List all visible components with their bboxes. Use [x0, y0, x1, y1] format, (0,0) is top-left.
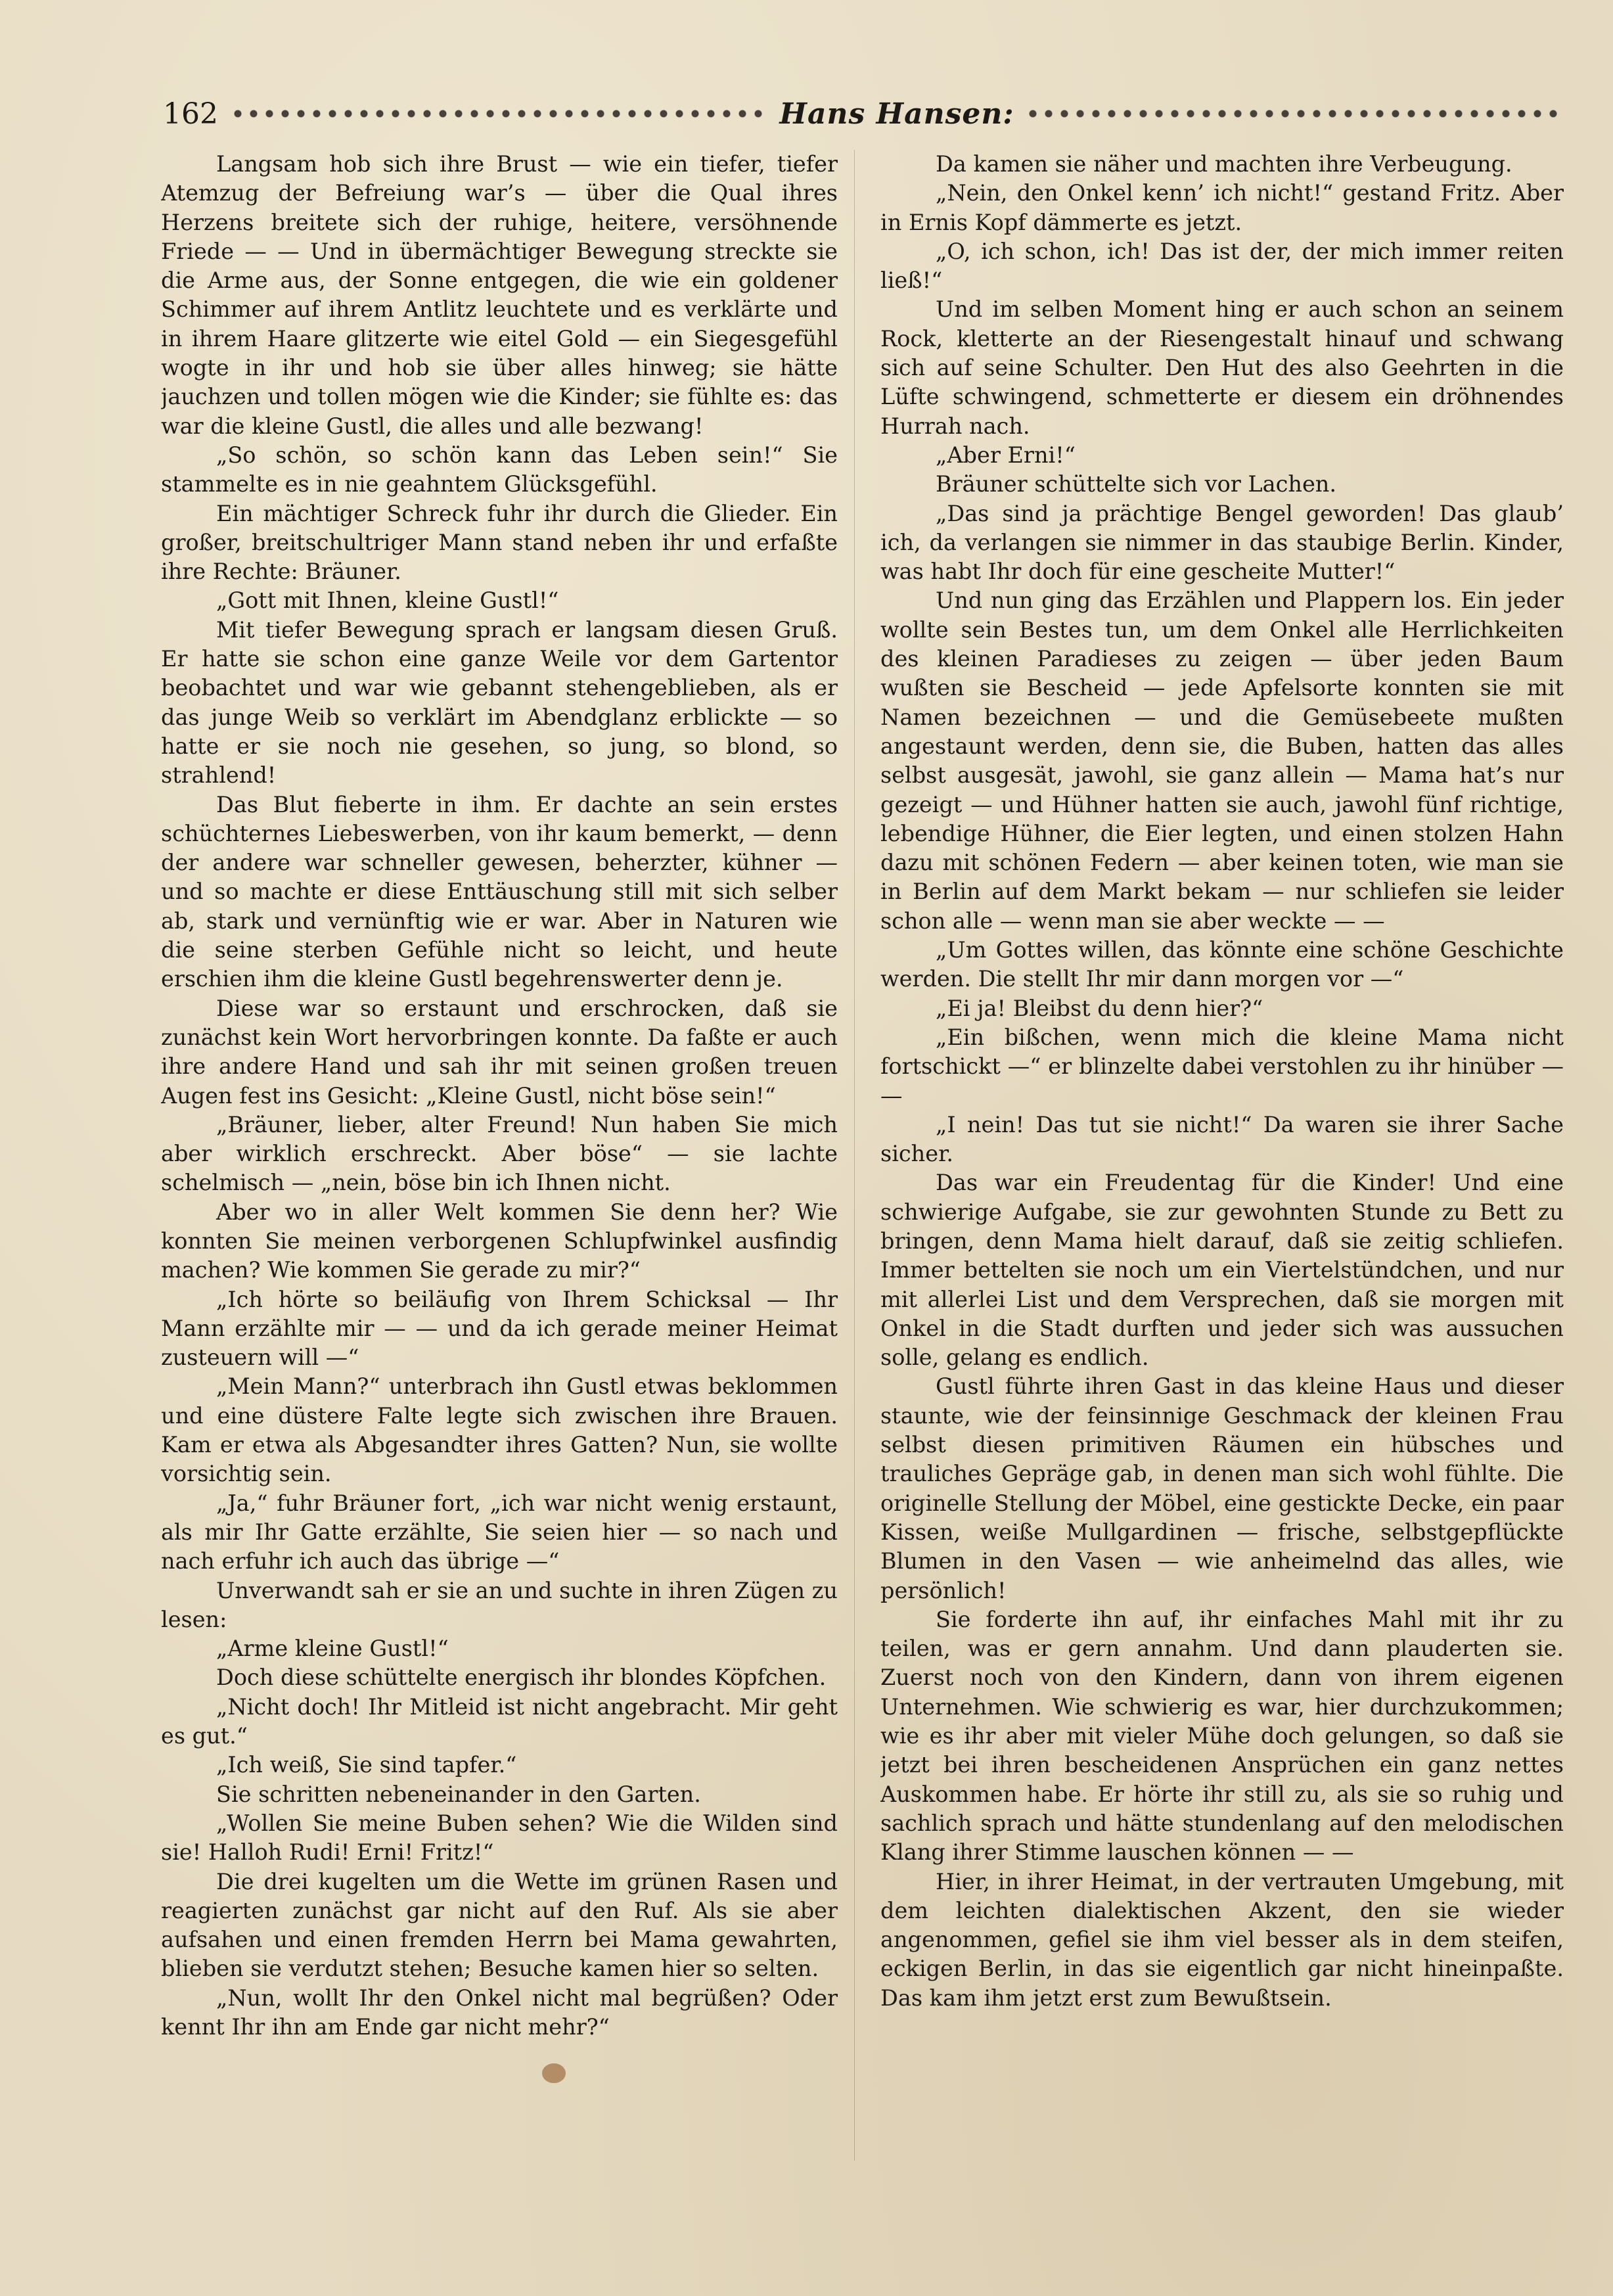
paragraph: Sie forderte ihn auf, ihr einfaches Mahl mit ihr zu teilen, was er gern annahm. Und dann plauderten sie. Zuerst noch von den Kindern, dann von ihrem eigenen Unternehmen. Wie schwierig es war, hier durchzukommen; wie es ihr aber mit vieler Mühe doch gelungen, so daß sie jetzt bei ihren bescheidenen Ansprüchen ein ganz nettes Auskommen habe. Er hörte ihr still zu, als sie so ruhig und sachlich sprach und hätte stundenlang auf den melodischen Klang ihrer Stimme lauschen können — —	[880, 1606, 1564, 1866]
paragraph: Ein mächtiger Schreck fuhr ihr durch die Glieder. Ein großer, breitschultriger Mann stand neben ihr und erfaßte ihre Rechte: Bräuner.	[161, 500, 838, 585]
paragraph: „So schön, so schön kann das Leben sein!“ Sie stammelte es in nie geahntem Glücksgefühl.	[161, 442, 838, 497]
ornament-rule-right	[1026, 107, 1562, 120]
paragraph: „Nun, wollt Ihr den Onkel nicht mal begrüßen? Oder kennt Ihr ihn am Ende gar nicht mehr?“	[161, 1985, 838, 2040]
running-title: Hans Hansen:	[779, 97, 1014, 131]
left-column	[161, 150, 855, 2161]
paragraph: „O, ich schon, ich! Das ist der, der mich immer reiten ließ!“	[880, 238, 1564, 294]
paragraph: Da kamen sie näher und machten ihre Verbeugung.	[936, 151, 1512, 177]
paragraph: „Um Gottes willen, das könnte eine schöne Geschichte werden. Die stellt Ihr mir dann morgen vor —“	[880, 937, 1564, 992]
paragraph: Sie schritten nebeneinander in den Garten.	[216, 1781, 701, 1807]
paragraph: „Ich weiß, Sie sind tapfer.“	[216, 1752, 517, 1778]
ink-stain	[542, 2063, 566, 2083]
paragraph: „Ein bißchen, wenn mich die kleine Mama nicht fortschickt —“ er blinzelte dabei verstohlen zu ihr hinüber — —	[880, 1024, 1564, 1109]
paragraph: Doch diese schüttelte energisch ihr blondes Köpfchen.	[216, 1665, 827, 1691]
paragraph: Und im selben Moment hing er auch schon an seinem Rock, kletterte an der Riesengestalt hinauf und schwang sich auf seine Schulter. Den Hut des also Geehrten in die Lüfte schwingend, schmetterte er diesem ein dröhnendes Hurrah nach.	[880, 296, 1564, 439]
paragraph: Gustl führte ihren Gast in das kleine Haus und dieser staunte, wie der feinsinnige Geschmack der kleinen Frau selbst diesen primitiven Räumen ein hübsches und trauliches Gepräge gab, in denen man sich wohl fühlte. Die originelle Stellung der Möbel, eine gestickte Decke, ein paar Kissen, weiße Mullgardinen — frische, selbstgepflückte Blumen in den Vasen — wie anheimelnd das alles, wie persönlich!	[880, 1373, 1564, 1603]
paragraph: Hier, in ihrer Heimat, in der vertrauten Umgebung, mit dem leichten dialektischen Akzent, den sie wieder angenommen, gefiel sie ihm viel besser als in dem steifen, eckigen Berlin, in das sie eigentlich gar nicht hineinpaßte. Das kam ihm jetzt erst zum Bewußtsein.	[880, 1868, 1564, 2011]
paragraph: Mit tiefer Bewegung sprach er langsam diesen Gruß. Er hatte sie schon eine ganze Weile vor dem Gartentor beobachtet und war wie gebannt stehengeblieben, als er das junge Weib so verklärt im Abendglanz erblickte — so hatte er sie noch nie gesehen, so jung, so blond, so strahlend!	[161, 616, 838, 789]
paragraph: Das war ein Freudentag für die Kinder! Und eine schwierige Aufgabe, sie zur gewohnten Stunde zu Bett zu bringen, denn Mama hielt darauf, daß sie zeitig schliefen. Immer bettelten sie noch um ein Viertelstündchen, und nur mit allerlei List und dem Versprechen, daß sie morgen mit Onkel in die Stadt durften und jeder sich was aussuchen solle, gelang es endlich.	[880, 1170, 1564, 1371]
paragraph: Das Blut fieberte in ihm. Er dachte an sein erstes schüchternes Liebeswerben, von ihr kaum bemerkt, — denn der andere war schneller gewesen, beherzter, kühner — und so machte er diese Enttäuschung still mit sich selber ab, stark und vernünftig wie er war. Aber in Naturen wie die seine sterben Gefühle nicht so leicht, und heute erschien ihm die kleine Gustl begehrenswerter denn je.	[161, 791, 838, 992]
ornament-rule-left	[231, 107, 767, 120]
paragraph: Die drei kugelten um die Wette im grünen Rasen und reagierten zunächst gar nicht auf den Ruf. Als sie aber aufsahen und einen fremden Herrn bei Mama gewahrten, blieben sie verdutzt stehen; Besuche kamen hier so selten.	[161, 1868, 838, 1982]
paragraph: „Mein Mann?“ unterbrach ihn Gustl etwas beklommen und eine düstere Falte legte sich zwischen ihre Brauen. Kam er etwa als Abgesandter ihres Gatten? Nun, sie wollte vorsichtig sein.	[161, 1373, 838, 1487]
paragraph: „Aber Erni!“	[936, 442, 1076, 468]
paragraph: „Bräuner, lieber, alter Freund! Nun haben Sie mich aber wirklich erschreckt. Aber böse“ — sie lachte schelmisch — „nein, böse bin ich Ihnen nicht.	[161, 1111, 838, 1196]
paragraph: „Arme kleine Gustl!“	[216, 1636, 449, 1662]
right-column	[880, 150, 1564, 2161]
paragraph: Langsam hob sich ihre Brust — wie ein tiefer, tiefer Atemzug der Befreiung war’s — über die Qual ihres Herzens breitete sich der ruhige, heitere, versöhnende Friede — — Und in übermächtiger Bewegung streckte sie die Arme aus, der Sonne entgegen, die wie ein goldener Schimmer auf ihrem Antlitz leuchtete und es verklärte und in ihrem Haare glitzerte wie eitel Gold — ein Siegesgefühl wogte in ihr und hob sie über alles hinweg; sie hätte jauchzen und tollen mögen wie die Kinder; sie fühlte es: das war die kleine Gustl, die alles und alle bezwang!	[161, 151, 838, 439]
paragraph: „Ich hörte so beiläufig von Ihrem Schicksal — Ihr Mann erzählte mir — — und da ich gerade meiner Heimat zusteuern will —“	[161, 1286, 838, 1371]
paragraph: „Das sind ja prächtige Bengel geworden! Das glaub’ ich, da verlangen sie nimmer in das staubige Berlin. Kinder, was habt Ihr doch für eine gescheite Mutter!“	[880, 500, 1564, 585]
paragraph: „Nicht doch! Ihr Mitleid ist nicht angebracht. Mir geht es gut.“	[161, 1693, 838, 1749]
paragraph: Aber wo in aller Welt kommen Sie denn her? Wie konnten Sie meinen verborgenen Schlupfwinkel ausfindig machen? Wie kommen Sie gerade zu mir?“	[161, 1199, 838, 1283]
paragraph: „Wollen Sie meine Buben sehen? Wie die Wilden sind sie! Halloh Rudi! Erni! Fritz!“	[161, 1810, 838, 1866]
paragraph: „Gott mit Ihnen, kleine Gustl!“	[216, 587, 559, 614]
paragraph: „I nein! Das tut sie nicht!“ Da waren sie ihrer Sache sicher.	[880, 1111, 1564, 1167]
text-columns	[161, 150, 1564, 2161]
page-number: 162	[163, 97, 218, 131]
paragraph: „Ei ja! Bleibst du denn hier?“	[936, 995, 1263, 1021]
paragraph: „Nein, den Onkel kenn’ ich nicht!“ gestand Fritz. Aber in Ernis Kopf dämmerte es jetzt.	[880, 180, 1564, 235]
paragraph: Und nun ging das Erzählen und Plappern los. Ein jeder wollte sein Bestes tun, um dem Onkel alle Herrlichkeiten des kleinen Paradieses zu zeigen — über jeden Baum wußten sie Bescheid — jede Apfelsorte konnten sie mit Namen bezeichnen — und die Gemüsebeete mußten angestaunt werden, denn sie, die Buben, hatten das alles selbst ausgesät, jawohl, sie ganz allein — Mama hat’s nur gezeigt — und Hühner hatten sie auch, jawohl fünf richtige, lebendige Hühner, die Eier legten, und einen stolzen Hahn dazu mit schönen Federn — aber keinen toten, wie man sie in Berlin auf dem Markt bekam — nur schliefen sie leider schon alle — wenn man sie aber weckte — —	[880, 587, 1564, 934]
page-header	[163, 93, 1562, 134]
paragraph: Diese war so erstaunt und erschrocken, daß sie zunächst kein Wort hervorbringen konnte. Da faßte er auch ihre andere Hand und sah ihr mit seinen großen treuen Augen fest ins Gesicht: „Kleine Gustl, nicht böse sein!“	[161, 995, 838, 1109]
paragraph: „Ja,“ fuhr Bräuner fort, „ich war nicht wenig erstaunt, als mir Ihr Gatte erzählte, Sie seien hier — so nach und nach erfuhr ich auch das übrige —“	[161, 1490, 838, 1574]
paragraph: Unverwandt sah er sie an und suchte in ihren Zügen zu lesen:	[161, 1577, 838, 1632]
paragraph: Bräuner schüttelte sich vor Lachen.	[936, 471, 1337, 497]
